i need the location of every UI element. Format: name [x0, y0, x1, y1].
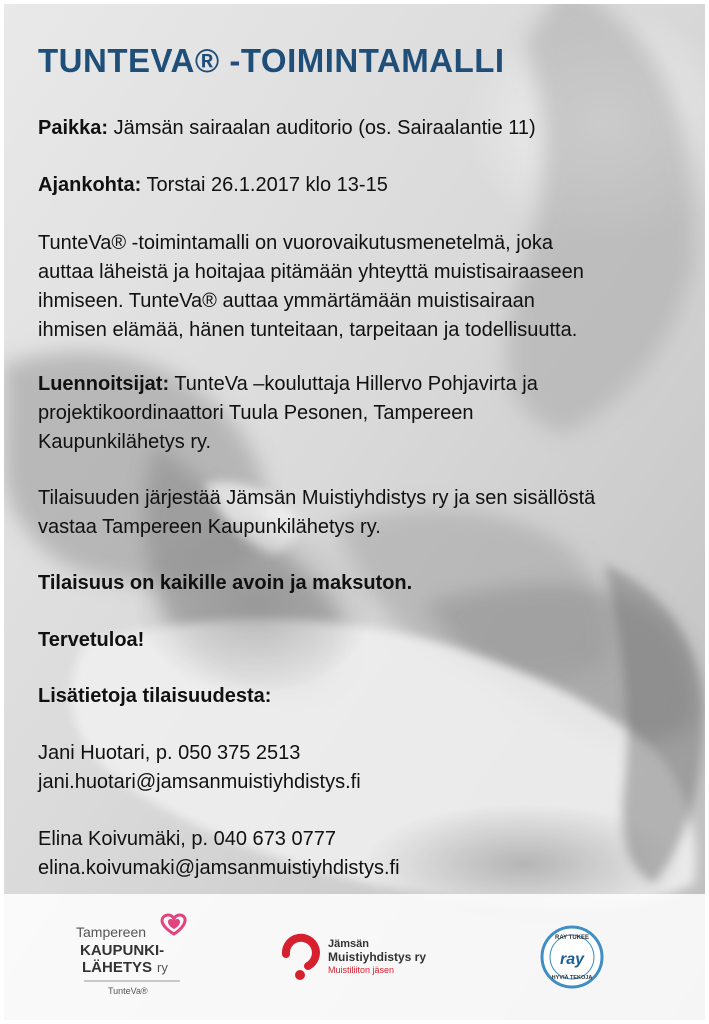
time-line [38, 171, 388, 200]
muistiyhdistys-logo-line2: Muistiyhdistys ry [328, 950, 427, 964]
ray-logo-top: RAY TUKEE [554, 935, 590, 941]
open-note-text: Tilaisuus on kaikille avoin ja maksuton. [38, 572, 413, 594]
open-note [38, 569, 412, 598]
organizer-line: vastaa Tampereen Kaupunkilähetys ry. [38, 516, 381, 538]
question-mark-icon [286, 938, 316, 980]
intro-line: ihmiseen. TunteVa® auttaa ymmärtämään muistisairaan [38, 290, 535, 312]
heart-icon [162, 915, 185, 934]
muistiyhdistys-logo-line1: Jämsän [328, 938, 369, 950]
place-label: Paikka: [38, 117, 109, 139]
more-info-heading-text: Lisätietoja tilaisuudesta: [38, 685, 272, 707]
organizer-line: Tilaisuuden järjestää Jämsän Muistiyhdistys ry ja sen sisällöstä [38, 487, 596, 509]
muistiyhdistys-logo-line3: Muistiliiton jäsen [328, 965, 395, 975]
welcome [38, 626, 144, 655]
contact-email[interactable]: elina.koivumaki@jamsanmuistiyhdistys.fi [38, 857, 400, 879]
kaupunkilahetys-logo [76, 915, 185, 996]
contact-name: Elina Koivumäki, p. 040 673 0777 [38, 828, 336, 850]
kaupunkilahetys-logo-line3: LÄHETYS [82, 959, 153, 976]
contact-email[interactable]: jani.huotari@jamsanmuistiyhdistys.fi [38, 771, 361, 793]
lecturers-text: TunteVa –kouluttaja Hillervo Pohjavirta ja [174, 373, 538, 395]
poster-title: TUNTEVA® -TOIMINTAMALLI [38, 42, 505, 79]
intro-line: TunteVa® -toimintamalli on vuorovaikutusmenetelmä, joka [38, 232, 553, 254]
muistiyhdistys-logo [286, 938, 426, 980]
kaupunkilahetys-logo-line2: KAUPUNKI- [80, 942, 165, 959]
ray-logo [542, 927, 602, 987]
place-line [38, 114, 536, 143]
contact-name: Jani Huotari, p. 050 375 2513 [38, 742, 301, 764]
place-value: Jämsän sairaalan auditorio (os. Sairaalantie 11) [113, 117, 536, 139]
kaupunkilahetys-logo-suffix: ry [157, 960, 168, 975]
sponsor-logos [4, 899, 705, 1009]
intro-line: ihmisen elämää, hänen tunteitaan, tarpeitaan ja todellisuutta. [38, 319, 578, 341]
intro-line: auttaa läheistä ja hoitajaa pitämään yhteyttä muistisairaaseen [38, 261, 584, 283]
time-value: Torstai 26.1.2017 klo 13-15 [146, 174, 388, 196]
ray-logo-bottom: HYVIÄ TEKOJA [551, 975, 593, 981]
lecturers-line: Kaupunkilähetys ry. [38, 431, 212, 453]
lecturers-line [38, 370, 538, 399]
kaupunkilahetys-logo-line1: Tampereen [76, 924, 147, 940]
welcome-text: Tervetuloa! [38, 629, 145, 651]
kaupunkilahetys-logo-sub: TunteVa® [108, 986, 148, 996]
time-label: Ajankohta: [38, 174, 142, 196]
lecturers-label: Luennoitsijat: [38, 373, 170, 395]
more-info-heading [38, 682, 271, 711]
lecturers-line: projektikoordinaattori Tuula Pesonen, Tampereen [38, 402, 474, 424]
event-poster [4, 4, 705, 1020]
ray-logo-center: ray [559, 951, 585, 968]
